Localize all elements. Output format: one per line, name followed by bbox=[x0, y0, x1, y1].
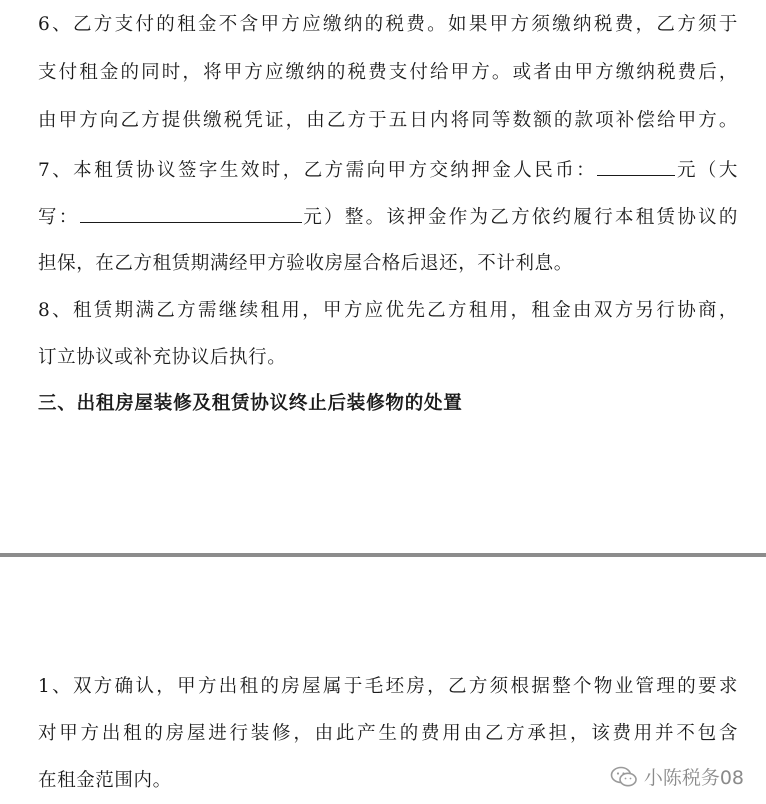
section-3-heading: 三、出租房屋装修及租赁协议终止后装修物的处置 bbox=[38, 393, 463, 414]
wechat-icon bbox=[610, 766, 638, 788]
clause-7-line-2-suffix: 元）整。该押金作为乙方依约履行本租赁协议的 bbox=[301, 207, 739, 228]
clause-7-line-3: 担保，在乙方租赁期满经甲方验收房屋合格后退还，不计利息。 bbox=[38, 253, 573, 274]
deposit-amount-blank bbox=[597, 157, 675, 176]
clause-3-1-line-1: 1、双方确认，甲方出租的房屋属于毛坯房，乙方须根据整个物业管理的要求 bbox=[38, 676, 738, 697]
clause-3-1-line-2: 对甲方出租的房屋进行装修，由此产生的费用由乙方承担，该费用并不包含 bbox=[38, 723, 738, 744]
clause-8-line-2: 订立协议或补充协议后执行。 bbox=[38, 347, 287, 368]
document-page-lower bbox=[0, 557, 766, 804]
clause-6-line-1: 6、乙方支付的租金不含甲方应缴纳的税费。如果甲方须缴纳税费，乙方须于 bbox=[38, 14, 738, 35]
deposit-amount-words-blank bbox=[80, 204, 302, 223]
watermark-text: 小陈税务08 bbox=[643, 767, 744, 789]
clause-7-line-2 bbox=[38, 204, 738, 230]
clause-7-line-1-suffix: 元（大 bbox=[675, 160, 738, 181]
clause-6-line-3: 由甲方向乙方提供缴税凭证，由乙方于五日内将同等数额的款项补偿给甲方。 bbox=[38, 110, 738, 131]
clause-7-line-1 bbox=[38, 157, 738, 183]
clause-7-line-1-prefix: 7、本租赁协议签字生效时，乙方需向甲方交纳押金人民币： bbox=[38, 160, 598, 181]
clause-7-line-2-prefix: 写： bbox=[38, 207, 80, 228]
watermark bbox=[610, 763, 744, 790]
clause-3-1-line-3: 在租金范围内。 bbox=[38, 770, 172, 791]
clause-6-line-2: 支付租金的同时，将甲方应缴纳的税费支付给甲方。或者由甲方缴纳税费后， bbox=[38, 62, 738, 83]
clause-8-line-1: 8、租赁期满乙方需继续租用，甲方应优先乙方租用，租金由双方另行协商， bbox=[38, 300, 738, 321]
